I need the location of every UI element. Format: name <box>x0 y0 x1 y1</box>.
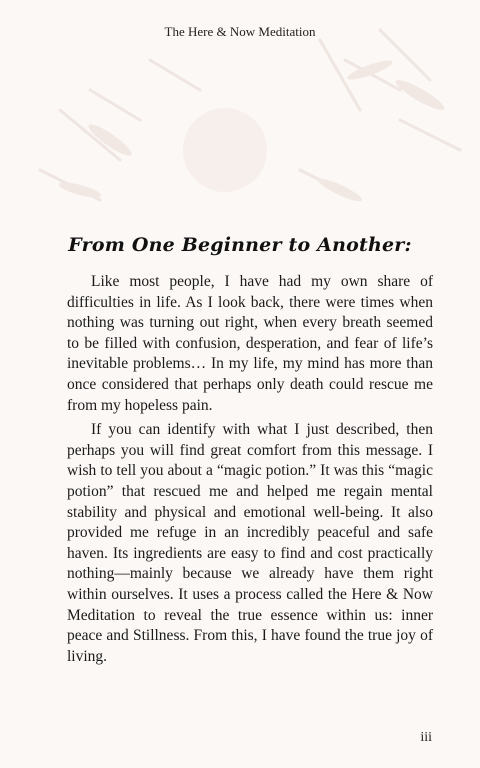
paragraph: Like most people, I have had my own share of difficulties in life. As I look back, there were times when nothing was turning out right, when every breath seemed to be filled with confusion, desperation, and fear of life’s inevitable problems… In my life, my mind has more than once considered that perhaps only death could rescue me from my hopeless pain. <box>67 273 433 414</box>
paragraph: If you can identify with what I just described, then perhaps you will find great comfort from this message. I wish to tell you about a “magic potion.” It was this “magic potion” that rescued me and helped me regain mental stability and physical and emotional well-being. It also provided me refuge in an incredibly peaceful and safe haven. Its ingredients are easy to find and cost practically nothing—mainly because we already have them right within ourselves. It uses a process called the Here & Now Meditation to reveal the true essence within us: inner peace and Stillness. From this, I have found the true joy of living. <box>67 421 433 665</box>
chapter-title: From One Beginner to Another: <box>68 234 412 256</box>
bamboo-leaf-shapes <box>57 57 447 205</box>
bamboo-leaves <box>40 30 460 200</box>
moon-shape <box>183 108 267 192</box>
running-header: The Here & Now Meditation <box>164 24 316 39</box>
body-text <box>67 272 433 671</box>
page-number: iii <box>420 730 432 745</box>
